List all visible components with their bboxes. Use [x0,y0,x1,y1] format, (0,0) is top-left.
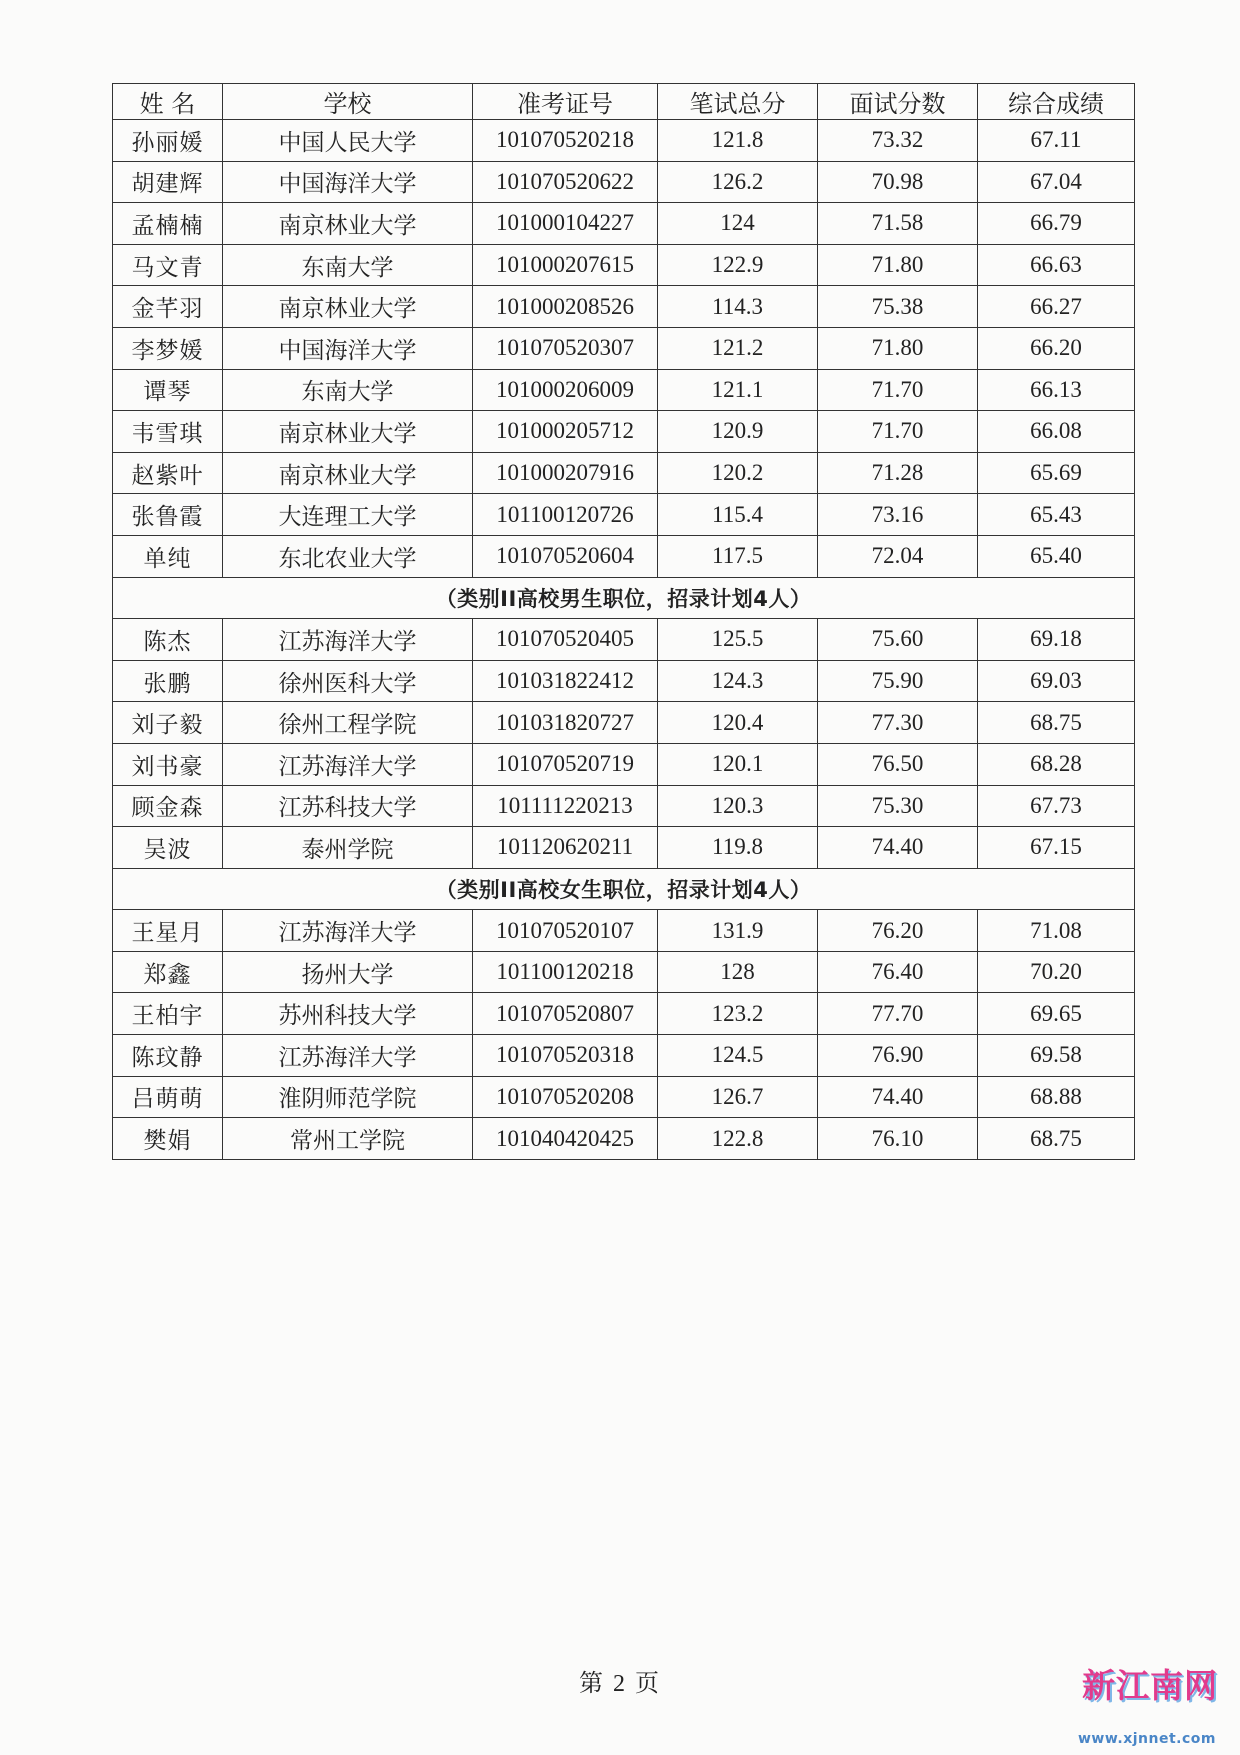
watermark-title: 新江南网 [1082,1666,1218,1705]
cell-interview-score: 76.90 [818,1035,978,1077]
cell-exam-id: 101031820727 [473,702,658,744]
cell-interview-score: 71.28 [818,452,978,494]
cell-name: 王星月 [113,910,223,952]
table-row [113,1118,1135,1160]
cell-interview-score: 76.40 [818,951,978,993]
table-row [113,660,1135,702]
cell-total-score: 68.88 [978,1076,1135,1118]
cell-exam-id: 101070520307 [473,327,658,369]
section-header-row [113,577,1135,619]
cell-interview-score: 73.32 [818,120,978,162]
cell-total-score: 69.03 [978,660,1135,702]
cell-written-score: 125.5 [658,619,818,661]
cell-school: 江苏海洋大学 [223,619,473,661]
cell-total-score: 65.69 [978,452,1135,494]
cell-exam-id: 101070520622 [473,161,658,203]
cell-school: 南京林业大学 [223,203,473,245]
table-row [113,535,1135,577]
cell-written-score: 123.2 [658,993,818,1035]
cell-school: 江苏海洋大学 [223,743,473,785]
cell-interview-score: 74.40 [818,1076,978,1118]
table-row [113,327,1135,369]
cell-name: 赵紫叶 [113,452,223,494]
cell-written-score: 122.8 [658,1118,818,1160]
cell-interview-score: 73.16 [818,494,978,536]
cell-written-score: 124.5 [658,1035,818,1077]
cell-total-score: 67.11 [978,120,1135,162]
section-label: （类别II高校男生职位，招录计划4人） [113,577,1135,619]
cell-exam-id: 101000208526 [473,286,658,328]
cell-total-score: 71.08 [978,910,1135,952]
table-row [113,951,1135,993]
cell-school: 常州工学院 [223,1118,473,1160]
cell-exam-id: 101070520107 [473,910,658,952]
cell-name: 刘子毅 [113,702,223,744]
table-row [113,161,1135,203]
table-row [113,411,1135,453]
cell-name: 王柏宇 [113,993,223,1035]
table-row [113,827,1135,869]
cell-written-score: 120.3 [658,785,818,827]
cell-total-score: 68.75 [978,702,1135,744]
cell-name: 张鲁霞 [113,494,223,536]
cell-exam-id: 101120620211 [473,827,658,869]
cell-exam-id: 101000104227 [473,203,658,245]
cell-name: 刘书豪 [113,743,223,785]
cell-total-score: 67.15 [978,827,1135,869]
cell-total-score: 70.20 [978,951,1135,993]
cell-written-score: 117.5 [658,535,818,577]
cell-interview-score: 77.70 [818,993,978,1035]
cell-exam-id: 101000205712 [473,411,658,453]
cell-exam-id: 101070520604 [473,535,658,577]
cell-interview-score: 72.04 [818,535,978,577]
cell-name: 顾金森 [113,785,223,827]
cell-school: 徐州医科大学 [223,660,473,702]
cell-interview-score: 71.80 [818,327,978,369]
table-row [113,286,1135,328]
cell-exam-id: 101070520807 [473,993,658,1035]
cell-written-score: 126.7 [658,1076,818,1118]
cell-written-score: 120.1 [658,743,818,785]
cell-interview-score: 75.90 [818,660,978,702]
cell-school: 南京林业大学 [223,286,473,328]
cell-interview-score: 75.60 [818,619,978,661]
cell-school: 大连理工大学 [223,494,473,536]
cell-total-score: 66.27 [978,286,1135,328]
cell-interview-score: 71.58 [818,203,978,245]
cell-written-score: 121.8 [658,120,818,162]
cell-interview-score: 77.30 [818,702,978,744]
cell-total-score: 69.18 [978,619,1135,661]
cell-school: 徐州工程学院 [223,702,473,744]
cell-written-score: 131.9 [658,910,818,952]
cell-interview-score: 75.38 [818,286,978,328]
site-watermark [1078,1658,1240,1755]
table-row [113,993,1135,1035]
cell-written-score: 120.9 [658,411,818,453]
cell-name: 吴波 [113,827,223,869]
cell-school: 中国海洋大学 [223,161,473,203]
header-exam-id: 准考证号 [473,84,658,120]
section-header-row [113,868,1135,910]
cell-written-score: 128 [658,951,818,993]
cell-school: 中国海洋大学 [223,327,473,369]
cell-name: 单纯 [113,535,223,577]
cell-name: 孙丽媛 [113,120,223,162]
cell-school: 江苏海洋大学 [223,910,473,952]
header-name: 姓 名 [113,84,223,120]
cell-exam-id: 101111220213 [473,785,658,827]
cell-interview-score: 76.10 [818,1118,978,1160]
cell-written-score: 114.3 [658,286,818,328]
cell-name: 樊娟 [113,1118,223,1160]
cell-school: 东南大学 [223,244,473,286]
watermark-url: www.xjnnet.com [1078,1731,1216,1747]
cell-total-score: 67.73 [978,785,1135,827]
cell-name: 孟楠楠 [113,203,223,245]
table-row [113,452,1135,494]
cell-school: 南京林业大学 [223,411,473,453]
cell-written-score: 115.4 [658,494,818,536]
cell-exam-id: 101040420425 [473,1118,658,1160]
cell-exam-id: 101100120726 [473,494,658,536]
cell-total-score: 66.20 [978,327,1135,369]
cell-exam-id: 101070520719 [473,743,658,785]
cell-name: 韦雪琪 [113,411,223,453]
cell-name: 陈杰 [113,619,223,661]
cell-name: 陈玟静 [113,1035,223,1077]
cell-name: 李梦媛 [113,327,223,369]
cell-school: 江苏海洋大学 [223,1035,473,1077]
table-row [113,120,1135,162]
cell-exam-id: 101000207615 [473,244,658,286]
cell-written-score: 124.3 [658,660,818,702]
cell-exam-id: 101070520318 [473,1035,658,1077]
cell-total-score: 66.79 [978,203,1135,245]
cell-name: 胡建辉 [113,161,223,203]
table-row [113,494,1135,536]
cell-exam-id: 101070520208 [473,1076,658,1118]
table-row [113,702,1135,744]
cell-total-score: 66.08 [978,411,1135,453]
cell-interview-score: 71.70 [818,369,978,411]
cell-written-score: 122.9 [658,244,818,286]
table-row [113,203,1135,245]
cell-exam-id: 101100120218 [473,951,658,993]
table-row [113,244,1135,286]
header-total-score: 综合成绩 [978,84,1135,120]
cell-interview-score: 71.80 [818,244,978,286]
score-table [112,83,1135,1160]
cell-written-score: 121.1 [658,369,818,411]
cell-interview-score: 76.20 [818,910,978,952]
cell-school: 中国人民大学 [223,120,473,162]
cell-school: 东北农业大学 [223,535,473,577]
header-written-score: 笔试总分 [658,84,818,120]
cell-exam-id: 101070520218 [473,120,658,162]
section-label: （类别II高校女生职位，招录计划4人） [113,868,1135,910]
cell-school: 江苏科技大学 [223,785,473,827]
cell-exam-id: 101000206009 [473,369,658,411]
table-row [113,910,1135,952]
cell-total-score: 69.65 [978,993,1135,1035]
cell-name: 金芊羽 [113,286,223,328]
cell-written-score: 121.2 [658,327,818,369]
cell-interview-score: 75.30 [818,785,978,827]
table-row [113,619,1135,661]
table-body [113,120,1135,1160]
cell-exam-id: 101000207916 [473,452,658,494]
cell-interview-score: 74.40 [818,827,978,869]
cell-written-score: 124 [658,203,818,245]
cell-name: 马文青 [113,244,223,286]
page-number: 第 2 页 [579,1671,661,1697]
cell-interview-score: 70.98 [818,161,978,203]
cell-total-score: 66.13 [978,369,1135,411]
table-row [113,743,1135,785]
cell-school: 淮阴师范学院 [223,1076,473,1118]
cell-written-score: 120.2 [658,452,818,494]
cell-school: 东南大学 [223,369,473,411]
cell-total-score: 65.43 [978,494,1135,536]
cell-total-score: 68.75 [978,1118,1135,1160]
cell-total-score: 65.40 [978,535,1135,577]
cell-written-score: 120.4 [658,702,818,744]
cell-school: 南京林业大学 [223,452,473,494]
cell-total-score: 68.28 [978,743,1135,785]
table-row [113,1035,1135,1077]
cell-name: 吕萌萌 [113,1076,223,1118]
header-interview-score: 面试分数 [818,84,978,120]
cell-name: 张鹏 [113,660,223,702]
cell-written-score: 119.8 [658,827,818,869]
cell-school: 苏州科技大学 [223,993,473,1035]
cell-exam-id: 101031822412 [473,660,658,702]
cell-written-score: 126.2 [658,161,818,203]
cell-total-score: 67.04 [978,161,1135,203]
table-row [113,785,1135,827]
cell-total-score: 66.63 [978,244,1135,286]
table-row [113,369,1135,411]
cell-school: 扬州大学 [223,951,473,993]
cell-name: 谭琴 [113,369,223,411]
cell-exam-id: 101070520405 [473,619,658,661]
table-header-row [113,84,1135,120]
cell-school: 泰州学院 [223,827,473,869]
cell-total-score: 69.58 [978,1035,1135,1077]
cell-interview-score: 76.50 [818,743,978,785]
header-school: 学校 [223,84,473,120]
cell-interview-score: 71.70 [818,411,978,453]
cell-name: 郑鑫 [113,951,223,993]
table-row [113,1076,1135,1118]
